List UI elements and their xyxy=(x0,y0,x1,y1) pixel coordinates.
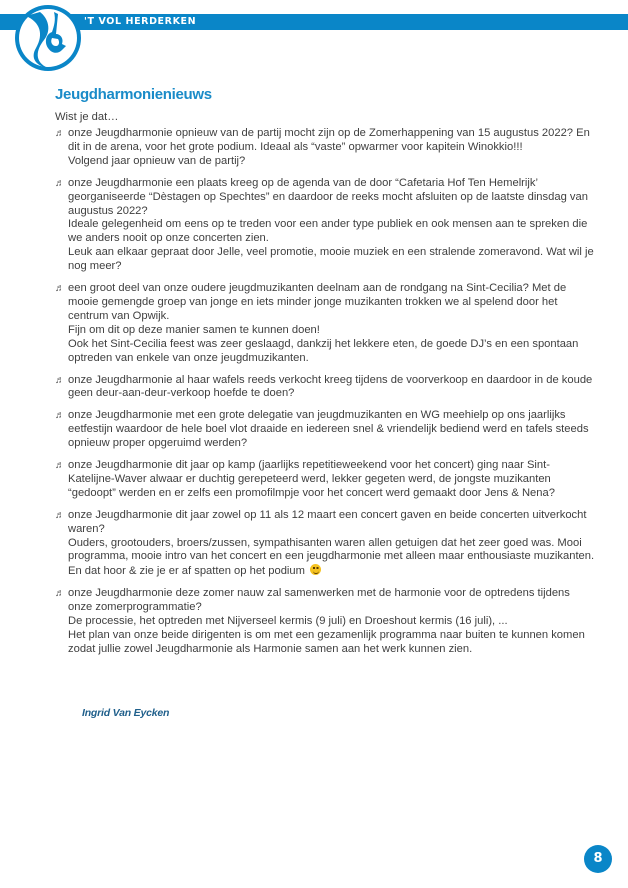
fact-paragraph: Volgend jaar opnieuw van de partij? xyxy=(68,154,246,167)
article-author: Ingrid Van Eycken xyxy=(82,707,170,719)
fact-paragraph: Ideale gelegenheid om eens op te treden voor een ander type publiek en ook mensen aan te spreken die we anders nooit op onze concerten zien. xyxy=(68,218,588,245)
fact-list-item xyxy=(55,587,595,657)
music-note-icon: ♬ xyxy=(55,410,65,422)
fact-list-item xyxy=(55,177,595,274)
music-note-icon: ♬ xyxy=(55,128,65,139)
fact-list-item xyxy=(55,409,595,451)
music-note-icon: ♬ xyxy=(55,374,65,386)
fact-paragraph: Het plan van onze beide dirigenten is om met een gezamenlijk programma naar buiten te kunnen komen zodat jullie zowel Jeugdharmonie als Harmonie samen aan het werk kunnen zien. xyxy=(68,629,585,655)
fact-list-item xyxy=(55,127,595,169)
fact-paragraph: onze Jeugdharmonie dit jaar zowel op 11 als 12 maart een concert gaven en beide concerten uitverkocht waren? xyxy=(68,508,587,535)
page-number-badge: 8 xyxy=(584,845,612,873)
music-note-icon: ♬ xyxy=(55,509,65,521)
fact-list-item xyxy=(55,282,595,365)
fact-paragraph: Fijn om dit op deze manier samen te kunnen doen! xyxy=(68,323,320,336)
article-intro: Wist je dat… xyxy=(55,111,119,123)
music-note-icon: ♬ xyxy=(55,177,65,189)
fact-paragraph: onze Jeugdharmonie met een grote delegatie van jeugdmuzikanten en WG meehielp op ons jaarlijks eetfestijn waardoor de hele boel vlot draaide en iedereen snel & vriendelijk bediend werd en tafels steeds opnieuw proper opgeruimd werden? xyxy=(68,409,589,450)
fact-paragraph: Leuk aan elkaar gepraat door Jelle, veel promotie, mooie muziek en een stralende zomeravond. Wat wil je nog meer? xyxy=(68,246,594,273)
fact-list-item xyxy=(55,374,595,402)
fact-paragraph: een groot deel van onze oudere jeugdmuzikanten deelnam aan de rondgang na Sint-Cecilia? Met de mooie gemengde groep van jonge en iets minder jonge muzikanten trokken we al spelend door het centrum van Opwijk. xyxy=(68,282,567,322)
fact-paragraph: onze Jeugdharmonie een plaats kreeg op de agenda van de door “Cafetaria Hof Ten Hemelrijk’ georganiseerde “Dèstagen op Spechtes” en daardoor de reeks mocht afsluiten op de laatste dinsdag van augustus 2022? xyxy=(68,176,588,217)
fact-paragraph: onze Jeugdharmonie deze zomer nauw zal samenwerken met de harmonie voor de optredens tijdens onze zomerprogrammatie? xyxy=(68,587,570,614)
music-note-icon: ♬ xyxy=(55,588,65,600)
magazine-title: 'T VOL HERDERKEN xyxy=(84,16,197,27)
fact-paragraph: onze Jeugdharmonie dit jaar op kamp (jaarlijks repetitieweekend voor het concert) ging naar Sint-Katelijne-Waver alwaar er duchtig gerepeteerd werd, lekker gegeten werd, de jongste muzikanten “gedoopt” werden en er zelfs een promofilmpje voor het concert werd gemaakt door Jens & Nena? xyxy=(68,459,555,499)
music-note-icon: ♬ xyxy=(55,460,65,472)
fact-list xyxy=(55,127,595,665)
fact-paragraph: onze Jeugdharmonie opnieuw van de partij mocht zijn op de Zomerhappening van 15 augustus 2022? En dit in de arena, voor het grote podium. Ideaal als “vaste” opwarmer voor kapitein Winokkio!!! xyxy=(68,127,590,153)
fact-list-item xyxy=(55,509,595,580)
smiley-icon xyxy=(310,564,321,575)
fact-paragraph: Ouders, grootouders, broers/zussen, sympathisanten waren allen getuigen dat het zeer goed was. Mooi programma, mooie intro van het concert en een jeugdharmonie met alleen maar enthousiaste muzikanten. En dat hoor & zie je er af spatten op het podium xyxy=(68,536,595,578)
fact-list-item xyxy=(55,459,595,501)
fact-paragraph: Ook het Sint-Cecilia feest was zeer geslaagd, dankzij het lekkere eten, de goede DJ’s en een spontaan optreden van enkele van onze jeugdmuzikanten. xyxy=(68,337,579,364)
fact-paragraph: De processie, het optreden met Nijverseel kermis (9 juli) en Droeshout kermis (16 juli), ... xyxy=(68,615,508,628)
music-note-icon: ♬ xyxy=(55,283,65,295)
article-title: Jeugdharmonienieuws xyxy=(55,86,212,103)
fact-paragraph: onze Jeugdharmonie al haar wafels reeds verkocht kreeg tijdens de voorverkoop en daardoor in de koude geen deur-aan-deur-verkoop hoefde te doen? xyxy=(68,373,593,400)
harmony-logo-icon xyxy=(14,4,82,72)
